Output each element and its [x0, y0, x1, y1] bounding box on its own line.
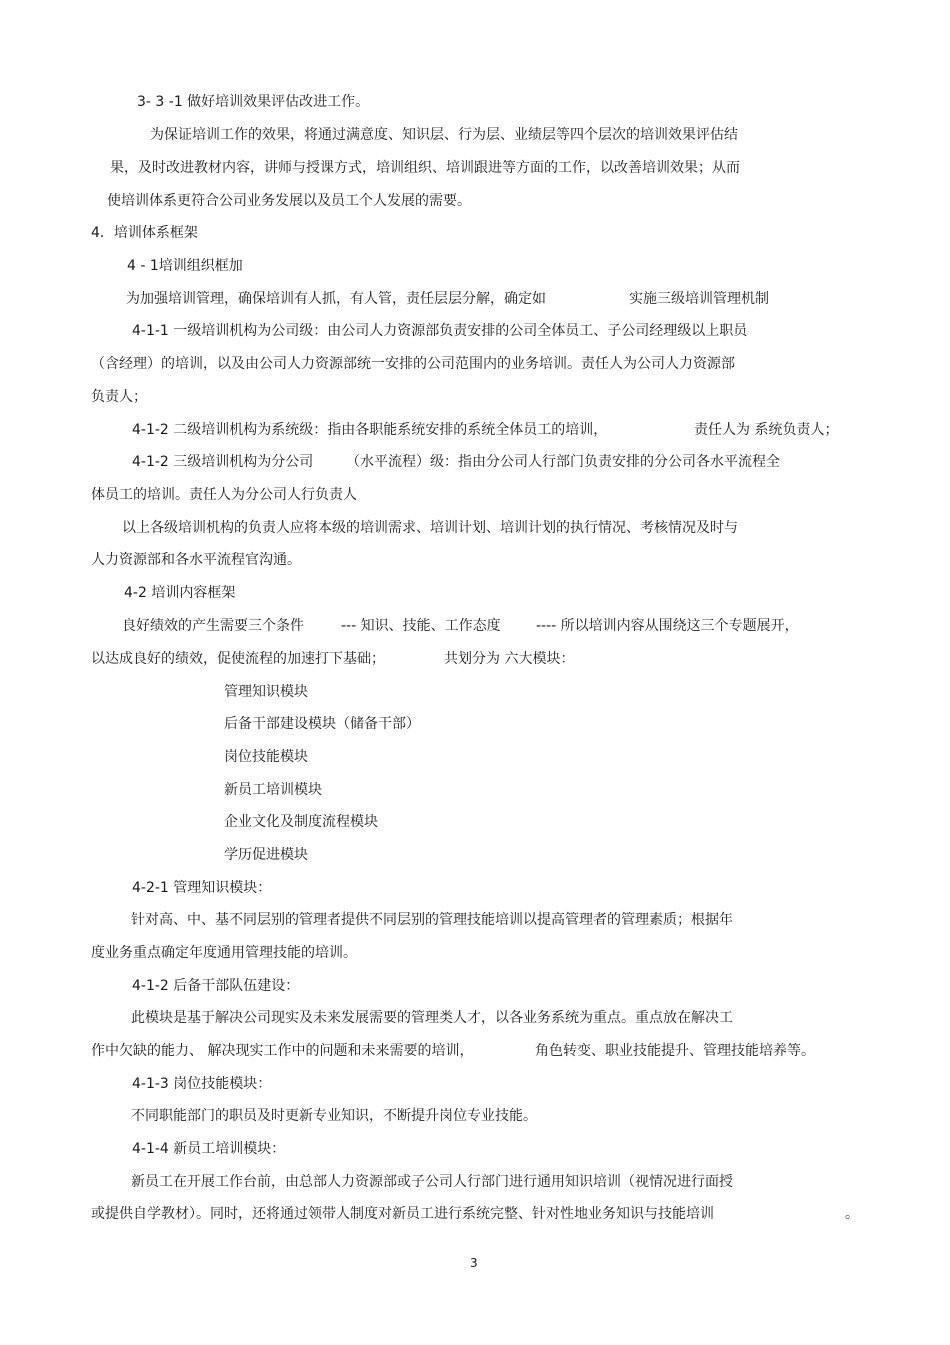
- summary-line: 以上各级培训机构的负责人应将本级的培训需求、培训计划、培训计划的执行情况、考核情况及时与: [122, 520, 738, 536]
- section-4-1-2-paragraph: 作中欠缺的能力、 解决现实工作中的问题和未来需要的培训，: [91, 1043, 474, 1059]
- section-4-1-intro-tail: 实施三级培训管理机制: [629, 291, 769, 307]
- section-4-2-1-paragraph: 针对高、中、基不同层别的管理者提供不同层别的管理技能培训以提高管理者的管理素质；根据年: [131, 912, 733, 928]
- section-4-1-4-heading: 4-1-4 新员工培训模块：: [132, 1141, 286, 1157]
- section-4-1-2-heading: 4-1-2 后备干部队伍建设：: [132, 978, 300, 994]
- section-4-1-4-paragraph-end: 。: [845, 1206, 859, 1222]
- level-2-line: 4-1-2 二级培训机构为系统级：指由各职能系统安排的系统全体员工的培训，: [132, 422, 608, 438]
- section-3-3-1-paragraph-line: 为保证培训工作的效果，将通过满意度、知识层、行为层、业绩层等四个层次的培训效果评估结: [150, 127, 738, 143]
- module-list-item: 后备干部建设模块（储备干部）: [224, 716, 420, 732]
- page-number: 3: [470, 1256, 478, 1270]
- section-4-1-2-paragraph: 角色转变、职业技能提升、管理技能培养等。: [535, 1043, 815, 1059]
- section-4-2-paragraph: --- 知识、技能、工作态度: [341, 618, 501, 634]
- level-3-line: 4-1-2 三级培训机构为分公司: [132, 454, 314, 470]
- section-4-2-1-heading: 4-2-1 管理知识模块：: [132, 880, 272, 896]
- level-3-line-tail: （水平流程）级：指由分公司人行部门负责安排的分公司各水平流程全: [346, 454, 780, 470]
- section-4-1-heading: 4 - 1培训组织框加: [127, 258, 243, 274]
- level-1-line: 4-1-1 一级培训机构为公司级：由公司人力资源部负责安排的公司全体员工、子公司经理级以上职员: [132, 323, 748, 339]
- module-list-item: 企业文化及制度流程模块: [224, 814, 378, 830]
- section-3-3-1-paragraph-line: 果，及时改进教材内容，讲师与授课方式，培训组织、培训跟进等方面的工作，以改善培训效果；从而: [110, 160, 740, 176]
- section-4-heading: 4．培训体系框架: [91, 225, 198, 241]
- level-1-line: 负责人；: [91, 389, 147, 405]
- section-4-1-4-paragraph: 新员工在开展工作台前，由总部人力资源部或子公司人行部门进行通用知识培训（视情况进行面授: [131, 1174, 733, 1190]
- module-list-item: 新员工培训模块: [224, 782, 322, 798]
- module-list-item: 学历促进模块: [224, 847, 308, 863]
- section-4-1-3-paragraph: 不同职能部门的职员及时更新专业知识，不断提升岗位专业技能。: [131, 1108, 537, 1124]
- section-4-2-paragraph: ---- 所以培训内容从围绕这三个专题展开，: [536, 618, 799, 634]
- summary-line: 人力资源部和各水平流程官沟通。: [91, 552, 301, 568]
- section-4-2-1-paragraph: 度业务重点确定年度通用管理技能的培训。: [91, 945, 357, 961]
- section-4-1-intro: 为加强培训管理，确保培训有人抓，有人管，责任层层分解，确定如: [126, 291, 546, 307]
- module-list-item: 管理知识模块: [224, 684, 308, 700]
- section-4-2-heading: 4-2 培训内容框架: [124, 585, 236, 601]
- section-4-2-paragraph: 良好绩效的产生需要三个条件: [122, 618, 304, 634]
- level-1-line: （含经理）的培训，以及由公司人力资源部统一安排的公司范围内的业务培训。责任人为公司人力资源部: [91, 356, 735, 372]
- section-4-1-3-heading: 4-1-3 岗位技能模块：: [132, 1076, 272, 1092]
- level-2-responsible: 责任人为 系统负责人；: [694, 422, 839, 438]
- section-3-3-1-paragraph-line: 使培训体系更符合公司业务发展以及员工个人发展的需要。: [107, 193, 471, 209]
- module-list-item: 岗位技能模块: [224, 749, 308, 765]
- section-4-1-4-paragraph: 或提供自学教材）。同时，还将通过领带人制度对新员工进行系统完整、针对性地业务知识与技能培训: [91, 1206, 714, 1222]
- level-3-line: 体员工的培训。责任人为分公司人行负责人: [91, 487, 357, 503]
- section-4-2-paragraph: 以达成良好的绩效，促使流程的加速打下基础；: [91, 651, 385, 667]
- section-4-1-2-paragraph: 此模块是基于解决公司现实及未来发展需要的管理类人才，以各业务系统为重点。重点放在解决工: [131, 1010, 733, 1026]
- section-4-2-paragraph: 共划分为 六大模块：: [444, 651, 575, 667]
- section-3-3-1-heading: 3- 3 -1 做好培训效果评估改进工作。: [137, 94, 370, 110]
